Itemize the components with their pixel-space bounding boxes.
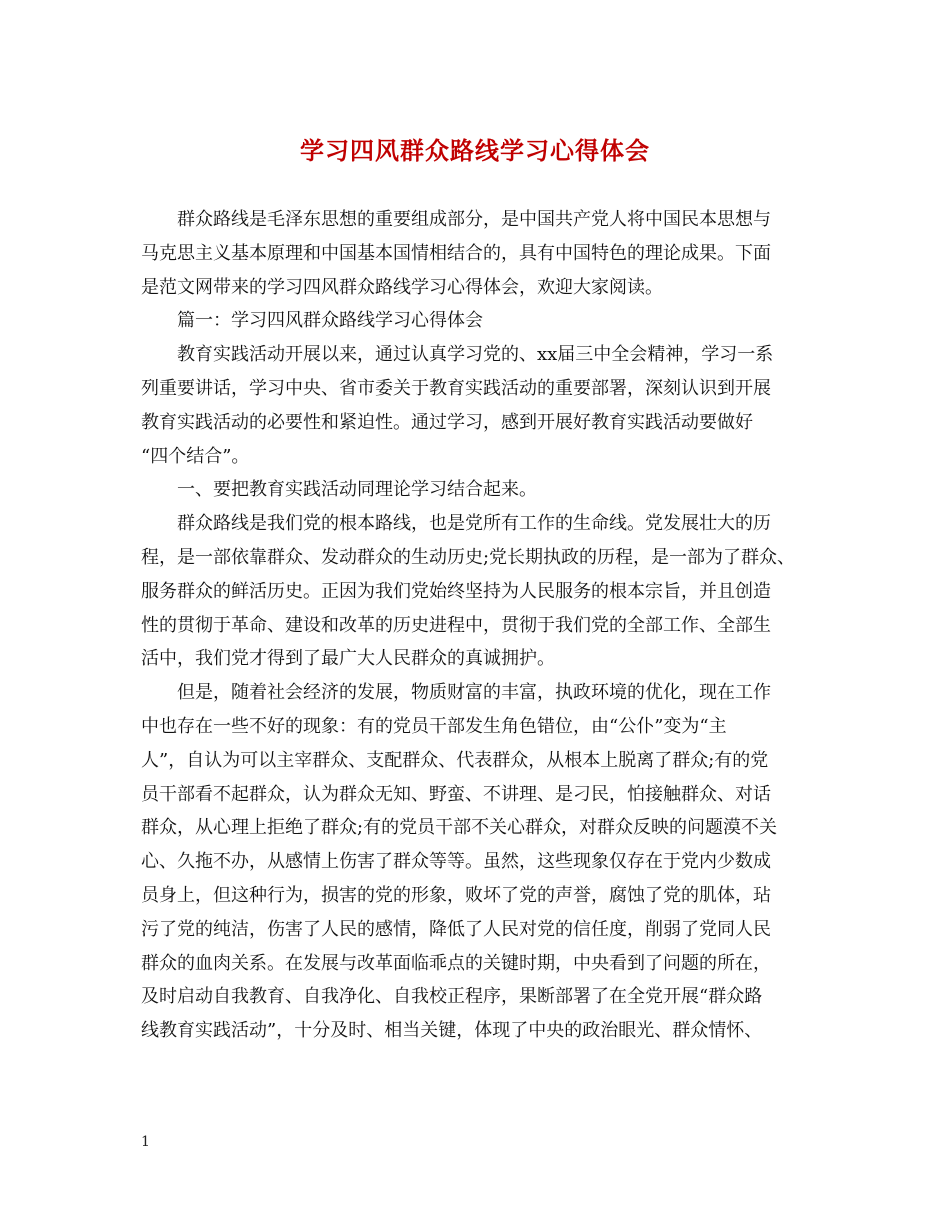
document-title: 学习四风群众路线学习心得体会	[300, 136, 650, 165]
body-line: 污了党的纯洁，伤害了人民的感情，降低了人民对党的信任度，削弱了党同人民	[141, 919, 771, 940]
body-line: 员干部看不起群众，认为群众无知、野蛮、不讲理、是刁民，怕接触群众、对话	[141, 784, 771, 805]
body-line: 活中，我们党才得到了最广大人民群众的真诚拥护。	[141, 648, 555, 669]
body-line: 心、久拖不办，从感情上伤害了群众等等。虽然，这些现象仅存在于党内少数成	[141, 851, 771, 872]
body-line: 是范文网带来的学习四风群众路线学习心得体会，欢迎大家阅读。	[141, 277, 663, 298]
page-number: 1	[141, 1134, 150, 1150]
body-line: 一、要把教育实践活动同理论学习结合起来。	[141, 479, 537, 500]
body-line: 列重要讲话，学习中央、省市委关于教育实践活动的重要部署，深刻认识到开展	[141, 378, 771, 399]
body-line: 但是，随着社会经济的发展，物质财富的丰富，执政环境的优化，现在工作	[141, 682, 771, 703]
body-line: 群众的血肉关系。在发展与改革面临乖点的关键时期，中央看到了问题的所在，	[141, 953, 771, 974]
body-line: 人”，自认为可以主宰群众、支配群众、代表群众，从根本上脱离了群众;有的党	[141, 750, 769, 771]
body-line: 群众路线是我们党的根本路线，也是党所有工作的生命线。党发展壮大的历	[141, 513, 771, 534]
body-line: 性的贯彻于革命、建设和改革的历史进程中，贯彻于我们党的全部工作、全部生	[141, 615, 771, 636]
body-line: 教育实践活动开展以来，通过认真学习党的、xx届三中全会精神，学习一系	[141, 344, 774, 365]
body-line: 中也存在一些不好的现象：有的党员干部发生角色错位，由“公仆”变为“主	[141, 716, 727, 737]
body-line: 服务群众的鲜活历史。正因为我们党始终坚持为人民服务的根本宗旨，并且创造	[141, 581, 771, 602]
body-line: “四个结合”。	[141, 446, 250, 467]
body-line: 马克思主义基本原理和中国基本国情相结合的，具有中国特色的理论成果。下面	[141, 243, 771, 264]
body-line: 教育实践活动的必要性和紧迫性。通过学习，感到开展好教育实践活动要做好	[141, 412, 753, 433]
body-line: 群众路线是毛泽东思想的重要组成部分，是中国共产党人将中国民本思想与	[141, 209, 771, 230]
body-line: 员身上，但这种行为，损害的党的形象，败坏了党的声誉，腐蚀了党的肌体，玷	[141, 885, 771, 906]
body-line: 程，是一部依靠群众、发动群众的生动历史;党长期执政的历程，是一部为了群众、	[141, 547, 796, 568]
body-line: 线教育实践活动”，十分及时、相当关键，体现了中央的政治眼光、群众情怀、	[141, 1020, 763, 1041]
body-line: 群众，从心理上拒绝了群众;有的党员干部不关心群众，对群众反映的问题漠不关	[141, 817, 778, 838]
body-line: 及时启动自我教育、自我净化、自我校正程序，果断部署了在全党开展“群众路	[141, 986, 763, 1007]
body-line: 篇一：学习四风群众路线学习心得体会	[141, 310, 483, 331]
